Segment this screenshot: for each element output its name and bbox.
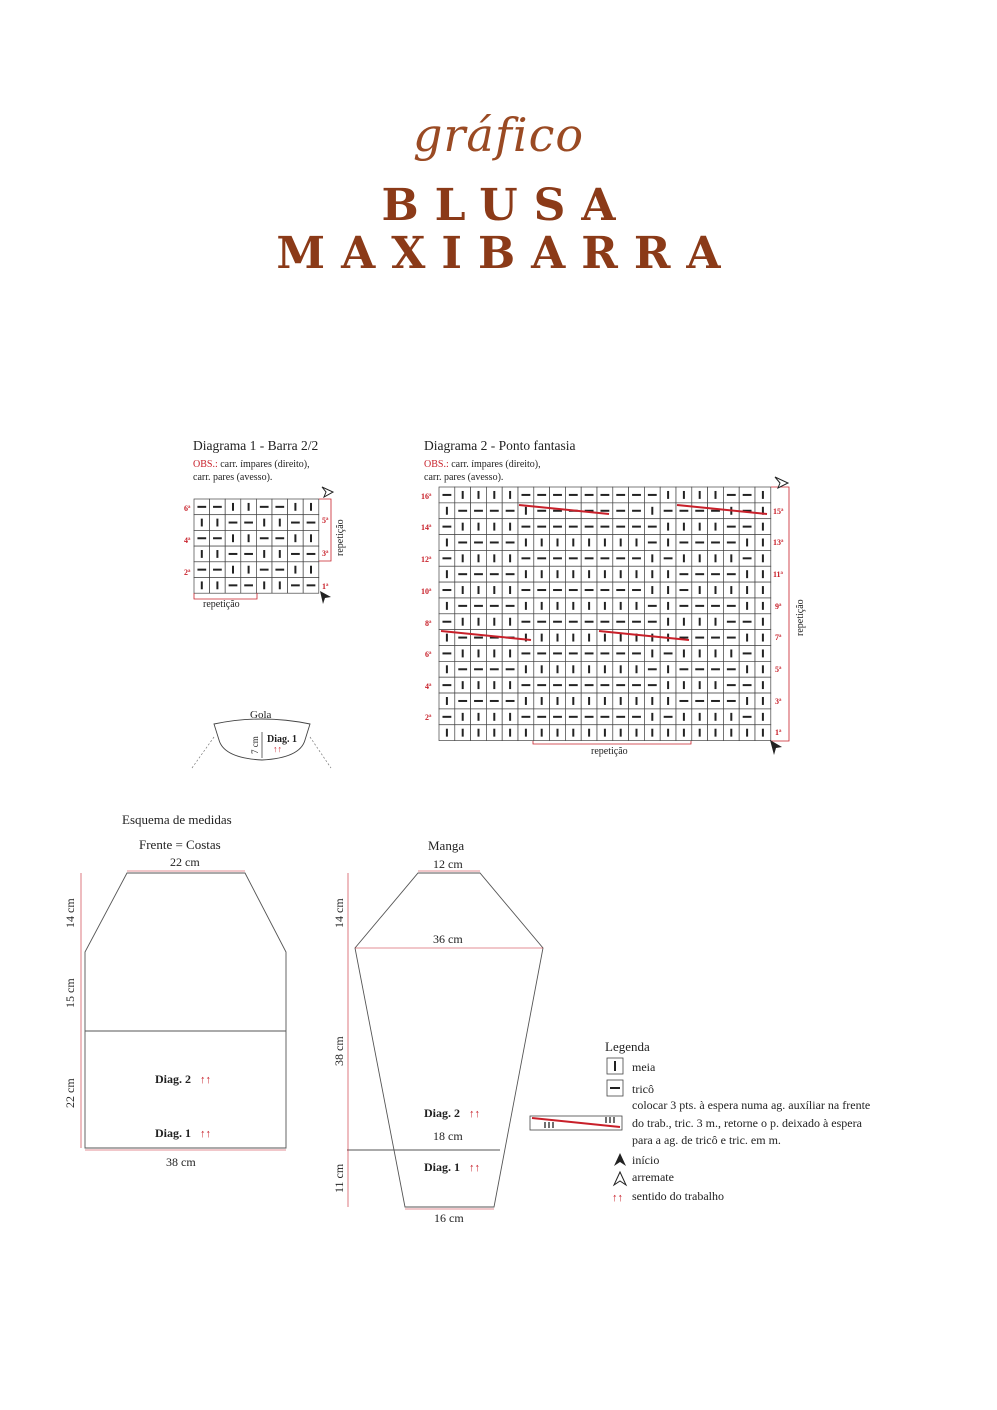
d2-row-2: 2ª — [425, 713, 432, 722]
diagram2-obs-line2: carr. pares (avesso). — [424, 472, 504, 483]
d2-row-1: 1ª — [775, 728, 782, 737]
legend-cable-line1: colocar 3 pts. à espera numa ag. auxíliar na frente — [632, 1098, 871, 1112]
front-piece — [63, 855, 286, 1169]
d2-row-14: 14ª — [421, 523, 432, 532]
front-diag1: Diag. 1 — [155, 1126, 191, 1140]
legend — [530, 1039, 870, 1204]
d2-side-repeat-label: repetição — [795, 599, 806, 636]
diagram1-chart — [184, 487, 346, 610]
d2-arremate-icon — [775, 477, 788, 488]
legend-cable-line3: para a ag. de tricô e tric. em m. — [632, 1133, 781, 1147]
d2-row-7: 7ª — [775, 633, 782, 642]
sleeve-h2: 38 cm — [332, 1036, 346, 1066]
sleeve-diag2-arrows-icon: ↑↑ — [469, 1108, 480, 1120]
d1-row-label-6: 6ª — [184, 504, 191, 513]
title-line2: MAXIBARRA — [276, 228, 737, 279]
legend-inicio: início — [632, 1153, 660, 1167]
d1-row-label-1: 1ª — [322, 582, 329, 591]
d1-inicio-icon — [320, 591, 331, 604]
sleeve-top: 12 cm — [433, 857, 463, 871]
diagram1-obs-line1: carr. ímpares (direito), — [217, 459, 310, 470]
legend-meia: meia — [632, 1060, 656, 1074]
diagram2-grid — [439, 487, 771, 741]
front-top: 22 cm — [170, 855, 200, 869]
d2-row-5: 5ª — [775, 665, 782, 674]
d1-row-label-3: 3ª — [322, 549, 329, 558]
legend-cable-line2: do trab., tric. 3 m., retorne o p. deixado à espera — [632, 1116, 862, 1130]
d2-row-8: 8ª — [425, 619, 432, 628]
front-h3: 22 cm — [63, 1078, 77, 1108]
diagram2-title: Diagrama 2 - Ponto fantasia — [424, 438, 576, 453]
d2-row-6: 6ª — [425, 650, 432, 659]
front-bottom: 38 cm — [166, 1155, 196, 1169]
diagram1-obs-label: OBS.: — [193, 459, 218, 470]
title-line1: BLUSA — [381, 180, 632, 231]
d1-row-label-4: 4ª — [184, 536, 191, 545]
legend-trico: tricô — [632, 1082, 654, 1096]
sleeve-lower: 18 cm — [433, 1129, 463, 1143]
diagram2-obs-line1: carr. ímpares (direito), — [448, 459, 541, 470]
diagram1-title: Diagrama 1 - Barra 2/2 — [193, 438, 319, 453]
d2-inicio-icon — [770, 740, 782, 755]
d1-side-repeat-label: repetição — [335, 519, 346, 556]
front-h1: 14 cm — [63, 898, 77, 928]
diagram1-obs-line2: carr. pares (avesso). — [193, 472, 273, 483]
front-diag2: Diag. 2 — [155, 1072, 191, 1086]
gola-diagram — [192, 709, 331, 768]
d2-bottom-repeat-bracket — [533, 741, 691, 744]
gola-label: Gola — [250, 709, 272, 721]
legend-sentido: sentido do trabalho — [632, 1189, 724, 1203]
gola-diag: Diag. 1 — [267, 734, 297, 745]
sleeve-diag1-arrows-icon: ↑↑ — [469, 1162, 480, 1174]
d2-row-15: 15ª — [773, 507, 784, 516]
front-title: Frente = Costas — [139, 837, 221, 852]
d1-row-label-2: 2ª — [184, 568, 191, 577]
sleeve-diag2: Diag. 2 — [424, 1106, 460, 1120]
d1-row-label-5: 5ª — [322, 516, 329, 525]
script-word: gráfico — [412, 108, 585, 162]
front-h2: 15 cm — [63, 978, 77, 1008]
d2-repeat-label: repetição — [591, 746, 628, 757]
legend-inicio-icon — [614, 1153, 626, 1166]
d2-row-10: 10ª — [421, 587, 432, 596]
legend-arremate-icon — [614, 1172, 626, 1185]
sleeve-piece — [332, 857, 543, 1225]
d2-row-13: 13ª — [773, 538, 784, 547]
sleeve-mid: 36 cm — [433, 932, 463, 946]
sleeve-h1: 14 cm — [332, 898, 346, 928]
sleeve-title: Manga — [428, 838, 465, 853]
d2-row-16: 16ª — [421, 492, 432, 501]
diagram2-chart — [421, 477, 806, 757]
gola-arrows-icon: ↑↑ — [273, 744, 282, 754]
d2-row-4: 4ª — [425, 682, 432, 691]
gola-height: 7 cm — [250, 736, 260, 754]
diagram2-obs-label: OBS.: — [424, 459, 449, 470]
d1-arremate-icon — [322, 487, 333, 497]
d2-row-9: 9ª — [775, 602, 782, 611]
legend-title: Legenda — [605, 1039, 650, 1054]
d2-row-11: 11ª — [773, 570, 783, 579]
legend-sentido-icon: ↑↑ — [612, 1192, 623, 1204]
diagram1-grid — [194, 499, 319, 593]
legend-arremate: arremate — [632, 1170, 674, 1184]
front-diag1-arrows-icon: ↑↑ — [200, 1128, 211, 1140]
front-diag2-arrows-icon: ↑↑ — [200, 1074, 211, 1086]
sleeve-bottom: 16 cm — [434, 1211, 464, 1225]
schema-title: Esquema de medidas — [122, 812, 232, 827]
d2-row-3: 3ª — [775, 697, 782, 706]
d2-row-12: 12ª — [421, 555, 432, 564]
sleeve-h3: 11 cm — [332, 1163, 346, 1193]
sleeve-diag1: Diag. 1 — [424, 1160, 460, 1174]
d1-repeat-label: repetição — [203, 599, 240, 610]
